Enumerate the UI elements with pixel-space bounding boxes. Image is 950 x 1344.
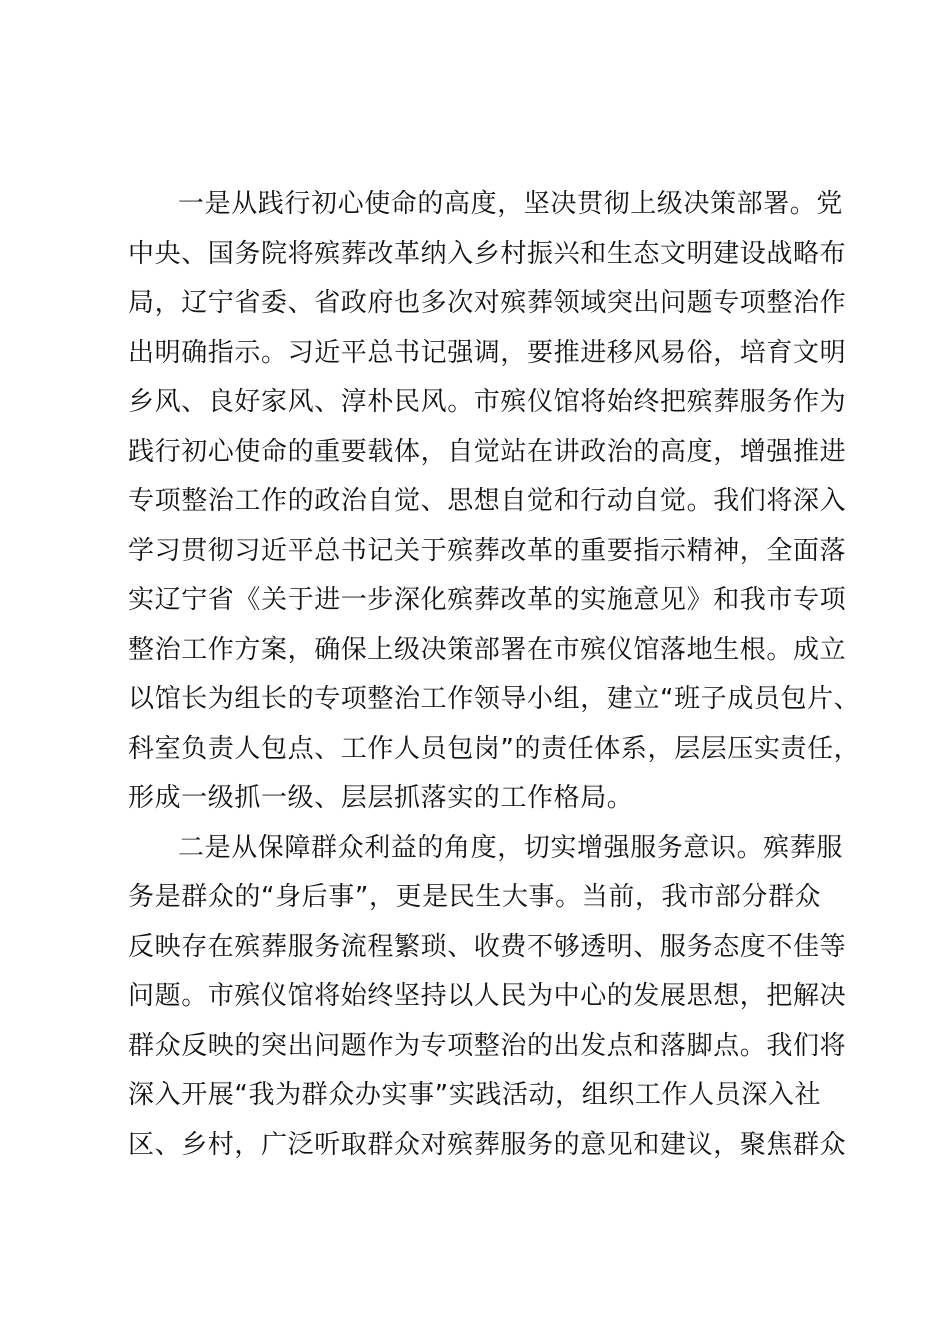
document-body: [128, 180, 861, 1170]
text-line: 出明确指示。习近平总书记强调，要推进移风易俗，培育文明: [128, 337, 847, 368]
text-line: 深入开展“我为群众办实事”实践活动，组织工作人员深入社: [128, 1080, 822, 1110]
text-line: 二是从保障群众利益的角度，切实增强服务意识。殡葬服: [178, 832, 844, 863]
text-line: 群众反映的突出问题作为专项整治的出发点和落脚点。我们将: [128, 1030, 847, 1061]
text-line: 务是群众的“身后事”，更是民生大事。当前，我市部分群众: [128, 882, 822, 912]
text-line: 形成一级抓一级、层层抓落实的工作格局。: [128, 783, 634, 813]
text-line: 中央、国务院将殡葬改革纳入乡村振兴和生态文明建设战略布: [128, 238, 847, 269]
text-line: 反映存在殡葬服务流程繁琐、收费不够透明、服务态度不佳等: [128, 931, 847, 962]
text-line: 问题。市殡仪馆将始终坚持以人民为中心的发展思想，把解决: [128, 981, 847, 1011]
paragraph-2: [128, 824, 858, 1171]
text-line: 局，辽宁省委、省政府也多次对殡葬领域突出问题专项整治作: [128, 288, 847, 318]
text-line: 实辽宁省《关于进一步深化殡葬改革的实施意见》和我市专项: [128, 585, 847, 615]
text-line: 践行初心使命的重要载体，自觉站在讲政治的高度，增强推进: [128, 436, 847, 467]
text-line: 整治工作方案，确保上级决策部署在市殡仪馆落地生根。成立: [128, 634, 847, 665]
text-line: 区、乡村，广泛听取群众对殡葬服务的意见和建议，聚焦群众: [128, 1129, 847, 1160]
text-line: 专项整治工作的政治自觉、思想自觉和行动自觉。我们将深入: [128, 486, 847, 516]
paragraph-1: [128, 180, 861, 824]
text-line: 乡风、良好家风、淳朴民风。市殡仪馆将始终把殡葬服务作为: [128, 387, 847, 417]
text-line: 学习贯彻习近平总书记关于殡葬改革的重要指示精神，全面落: [128, 535, 847, 566]
text-line: 科室负责人包点、工作人员包岗”的责任体系，层层压实责任，: [128, 733, 861, 764]
text-line: 一是从践行初心使命的高度，坚决贯彻上级决策部署。党: [178, 189, 844, 219]
text-line: 以馆长为组长的专项整治工作领导小组，建立“班子成员包片、: [128, 684, 861, 714]
